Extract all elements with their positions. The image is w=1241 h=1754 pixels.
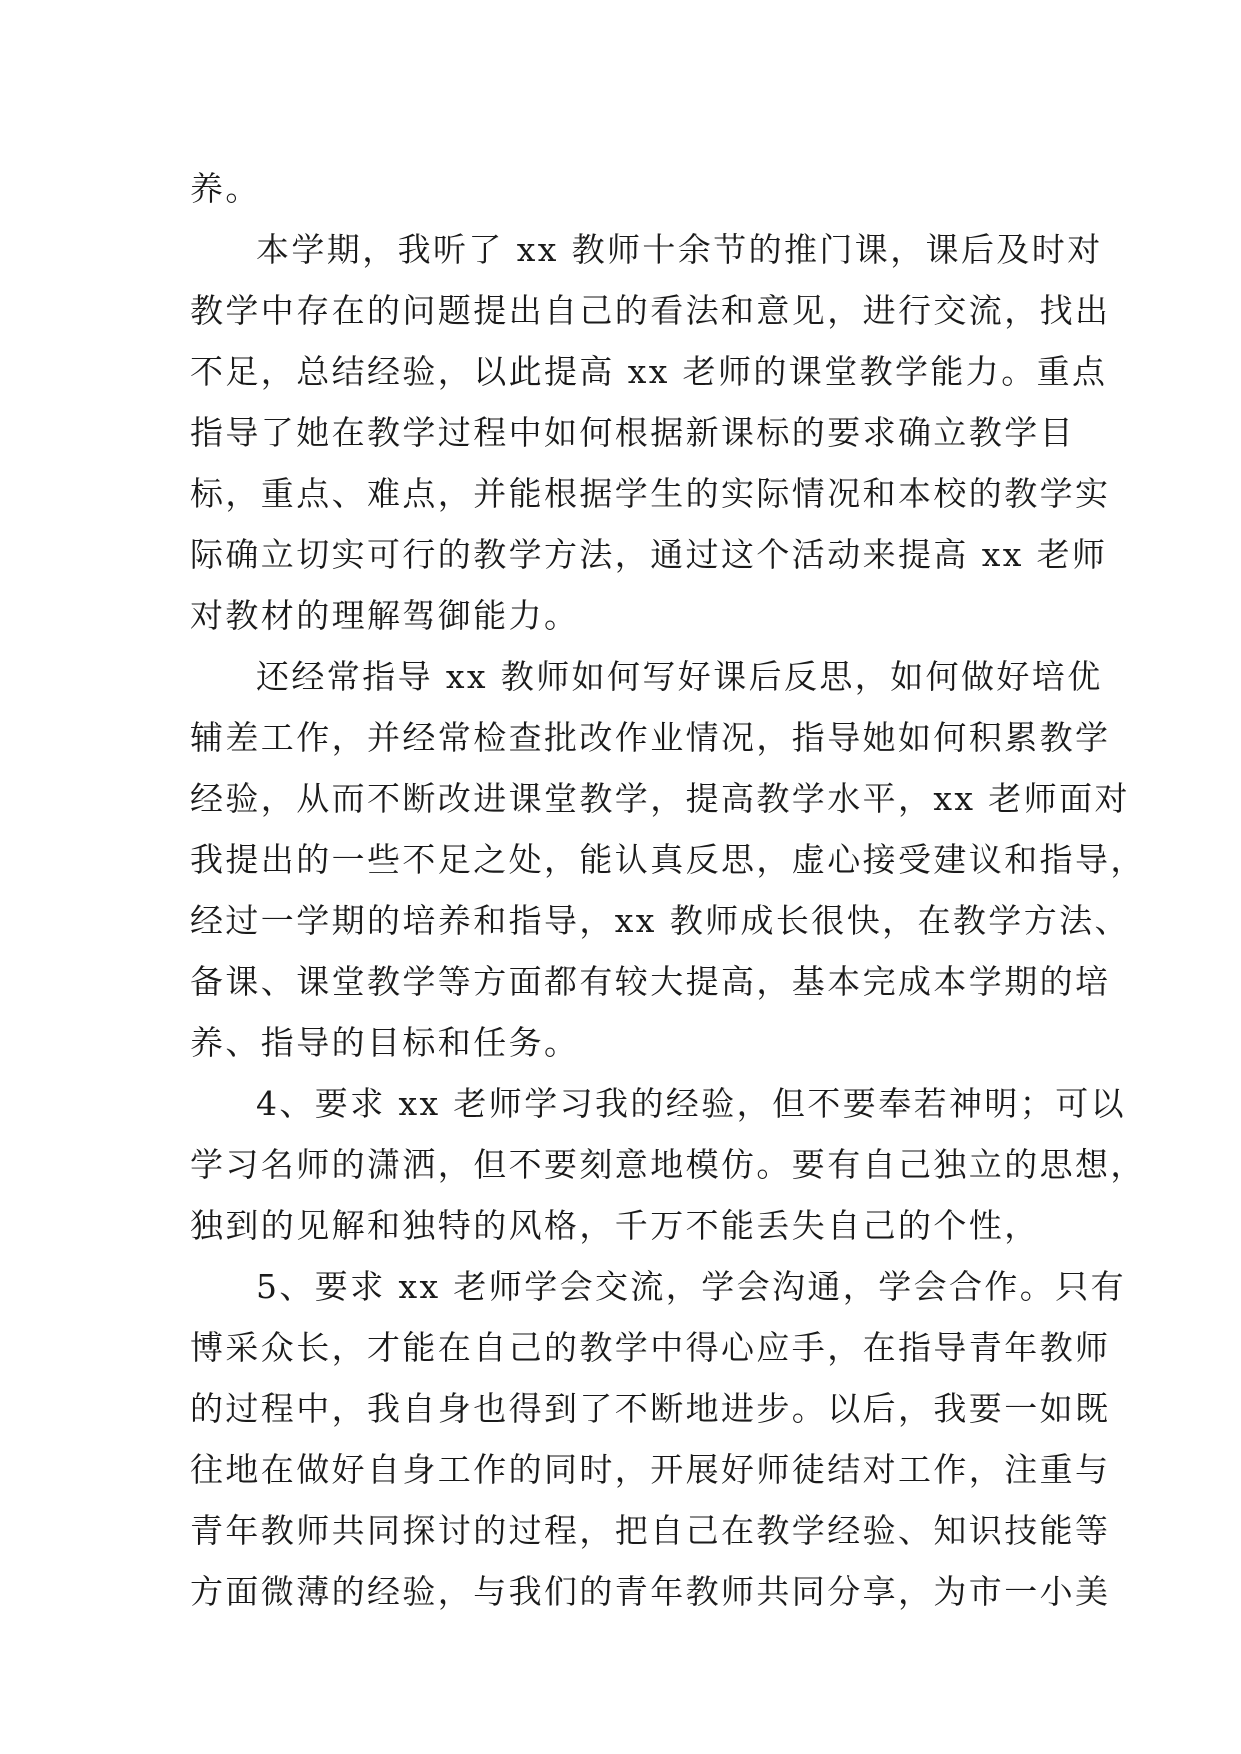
text-line: 对教材的理解驾御能力。 xyxy=(190,596,580,635)
text-line: 4、要求 xx 老师学习我的经验，但不要奉若神明；可以 xyxy=(256,1084,1126,1123)
paragraph-3 xyxy=(190,646,1146,1073)
text-line: 指导了她在教学过程中如何根据新课标的要求确立教学目 xyxy=(190,413,1075,452)
document-body xyxy=(190,158,1146,1622)
text-line: 方面微薄的经验，与我们的青年教师共同分享，为市一小美 xyxy=(190,1572,1111,1611)
text-line: 标，重点、难点，并能根据学生的实际情况和本校的教学实 xyxy=(190,474,1111,513)
paragraph-5 xyxy=(190,1256,1126,1622)
text-line: 养。 xyxy=(190,169,261,208)
text-line: 往地在做好自身工作的同时，开展好师徒结对工作，注重与 xyxy=(190,1450,1111,1489)
text-line: 辅差工作，并经常检查批改作业情况，指导她如何积累教学 xyxy=(190,718,1111,757)
text-line: 我提出的一些不足之处，能认真反思，虚心接受建议和指导， xyxy=(190,840,1146,879)
text-line: 备课、课堂教学等方面都有较大提高，基本完成本学期的培 xyxy=(190,962,1111,1001)
text-line: 青年教师共同探讨的过程，把自己在教学经验、知识技能等 xyxy=(190,1511,1111,1550)
text-line: 5、要求 xx 老师学会交流，学会沟通，学会合作。只有 xyxy=(256,1267,1126,1306)
text-line: 独到的见解和独特的风格，千万不能丢失自己的个性， xyxy=(190,1206,1040,1245)
text-line: 学习名师的潇洒，但不要刻意地模仿。要有自己独立的思想， xyxy=(190,1145,1146,1184)
text-line: 际确立切实可行的教学方法，通过这个活动来提高 xx 老师 xyxy=(190,535,1108,574)
paragraph-1 xyxy=(190,158,1050,219)
text-line: 不足，总结经验，以此提高 xx 老师的课堂教学能力。重点 xyxy=(190,352,1108,391)
text-line: 养、指导的目标和任务。 xyxy=(190,1023,580,1062)
text-line: 的过程中，我自身也得到了不断地进步。以后，我要一如既 xyxy=(190,1389,1111,1428)
text-line: 经验，从而不断改进课堂教学，提高教学水平，xx 老师面对 xyxy=(190,779,1130,818)
text-line: 博采众长，才能在自己的教学中得心应手，在指导青年教师 xyxy=(190,1328,1111,1367)
text-line: 本学期，我听了 xx 教师十余节的推门课，课后及时对 xyxy=(256,230,1103,269)
text-line: 教学中存在的问题提出自己的看法和意见，进行交流，找出 xyxy=(190,291,1111,330)
paragraph-4 xyxy=(190,1073,1146,1256)
text-line: 经过一学期的培养和指导，xx 教师成长很快，在教学方法、 xyxy=(190,901,1130,940)
paragraph-2 xyxy=(190,219,1111,646)
text-line: 还经常指导 xx 教师如何写好课后反思，如何做好培优 xyxy=(256,657,1103,696)
